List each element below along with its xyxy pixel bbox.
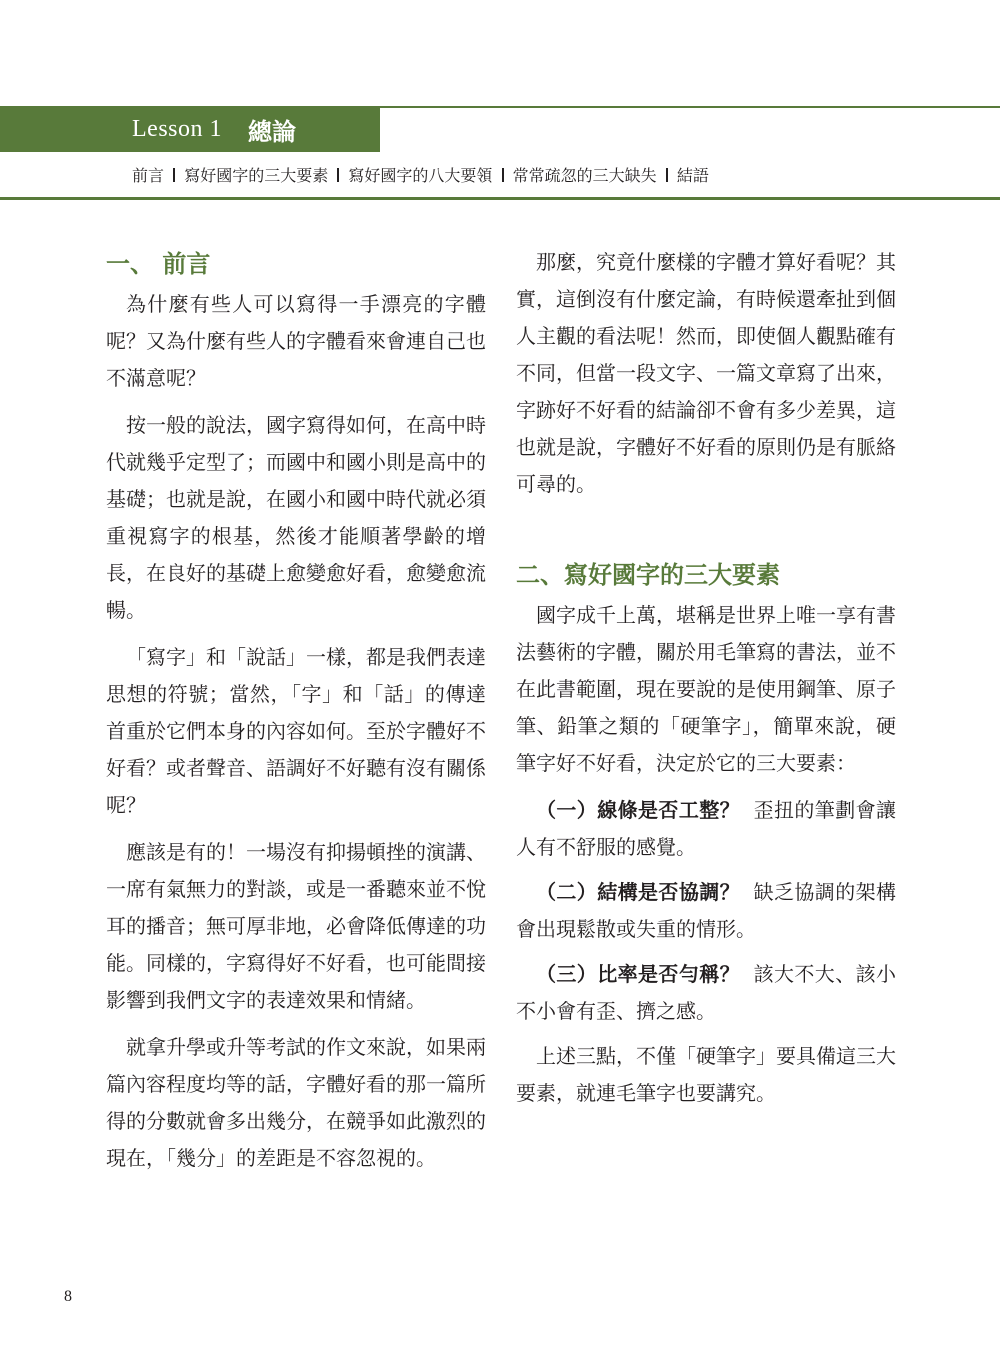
right-column (516, 244, 896, 1122)
section-heading-preface: 一、 前言 (106, 249, 211, 278)
body-paragraph: 國字成千上萬，堪稱是世界上唯一享有書法藝術的字體，關於用毛筆寫的書法，並不在此書範圍，現在要說的是使用鋼筆、原子筆、鉛筆之類的「硬筆字」，簡單來說，硬筆字好不好看，決定於它的三大要素： (516, 603, 896, 775)
requirement-item (516, 874, 896, 948)
section-heading-three-elements: 二、寫好國字的三大要素 (516, 560, 780, 589)
requirement-item (516, 792, 896, 866)
page-number: 8 (64, 1288, 72, 1305)
subnav-item-conclusion: 結語 (676, 166, 709, 185)
requirement-text: 該大不大、該小不小會有歪、擠之感。 (516, 962, 897, 1023)
subnav-item-three-elements: 寫好國字的三大要素 (184, 166, 329, 185)
subnav-separator (337, 168, 339, 182)
subnav-separator (666, 168, 668, 182)
requirement-item (516, 956, 896, 1030)
body-paragraph: 按一般的說法，國字寫得如何，在高中時代就幾乎定型了；而國中和國小則是高中的基礎；也就是說，在國小和國中時代就必須重視寫字的根基，然後才能順著學齡的增長，在良好的基礎上愈變愈好看，愈變愈流暢。 (106, 413, 486, 622)
lesson-title: 總論 (248, 116, 296, 146)
body-paragraph: 那麼，究竟什麼樣的字體才算好看呢？其實，這倒沒有什麼定論，有時候還牽扯到個人主觀的看法呢！然而，即使個人觀點確有不同，但當一段文字、一篇文章寫了出來，字跡好不好看的結論卻不會有多少差異，這也就是說，字體好不好看的原則仍是有脈絡可尋的。 (516, 250, 896, 496)
body-paragraph: 「寫字」和「說話」一樣，都是我們表達思想的符號；當然，「字」和「話」的傳達首重於它們本身的內容如何。至於字體好不好看？或者聲音、語調好不好聽有沒有關係呢？ (106, 645, 486, 817)
subnav-item-preface: 前言 (132, 166, 165, 185)
body-paragraph: 應該是有的！一場沒有抑揚頓挫的演講、一席有氣無力的對談，或是一番聽來並不悅耳的播音；無可厚非地，必會降低傳達的功能。同樣的，字寫得好不好看，也可能間接影響到我們文字的表達效果和情緒。 (106, 840, 486, 1012)
requirement-text: 歪扭的筆劃會讓人有不舒服的感覺。 (516, 798, 897, 859)
subnav-item-three-mistakes: 常常疏忽的三大缺失 (512, 166, 657, 185)
lesson-number: Lesson 1 (132, 115, 222, 142)
body-paragraph: 為什麼有些人可以寫得一手漂亮的字體呢？又為什麼有些人的字體看來會連自己也不滿意呢？ (106, 292, 486, 390)
body-paragraph: 就拿升學或升等考試的作文來說，如果兩篇內容程度均等的話，字體好看的那一篇所得的分數就會多出幾分，在競爭如此激烈的現在，「幾分」的差距是不容忽視的。 (106, 1035, 486, 1170)
left-column (106, 244, 486, 1187)
requirement-label: （一）線條是否工整？ (536, 798, 741, 822)
requirement-label: （三）比率是否勻稱？ (536, 962, 741, 986)
subnav-separator (502, 168, 504, 182)
lesson-banner (0, 106, 380, 152)
lesson-subnav (132, 163, 709, 186)
section-spacer (516, 513, 896, 555)
subnav-separator (173, 168, 175, 182)
header-bottom-rule (0, 197, 1000, 200)
body-paragraph: 上述三點，不僅「硬筆字」要具備這三大要素，就連毛筆字也要講究。 (516, 1044, 896, 1105)
subnav-item-eight-points: 寫好國字的八大要領 (348, 166, 493, 185)
requirement-label: （二）結構是否協調？ (536, 880, 741, 904)
requirement-text: 缺乏協調的架構會出現鬆散或失重的情形。 (516, 880, 897, 941)
